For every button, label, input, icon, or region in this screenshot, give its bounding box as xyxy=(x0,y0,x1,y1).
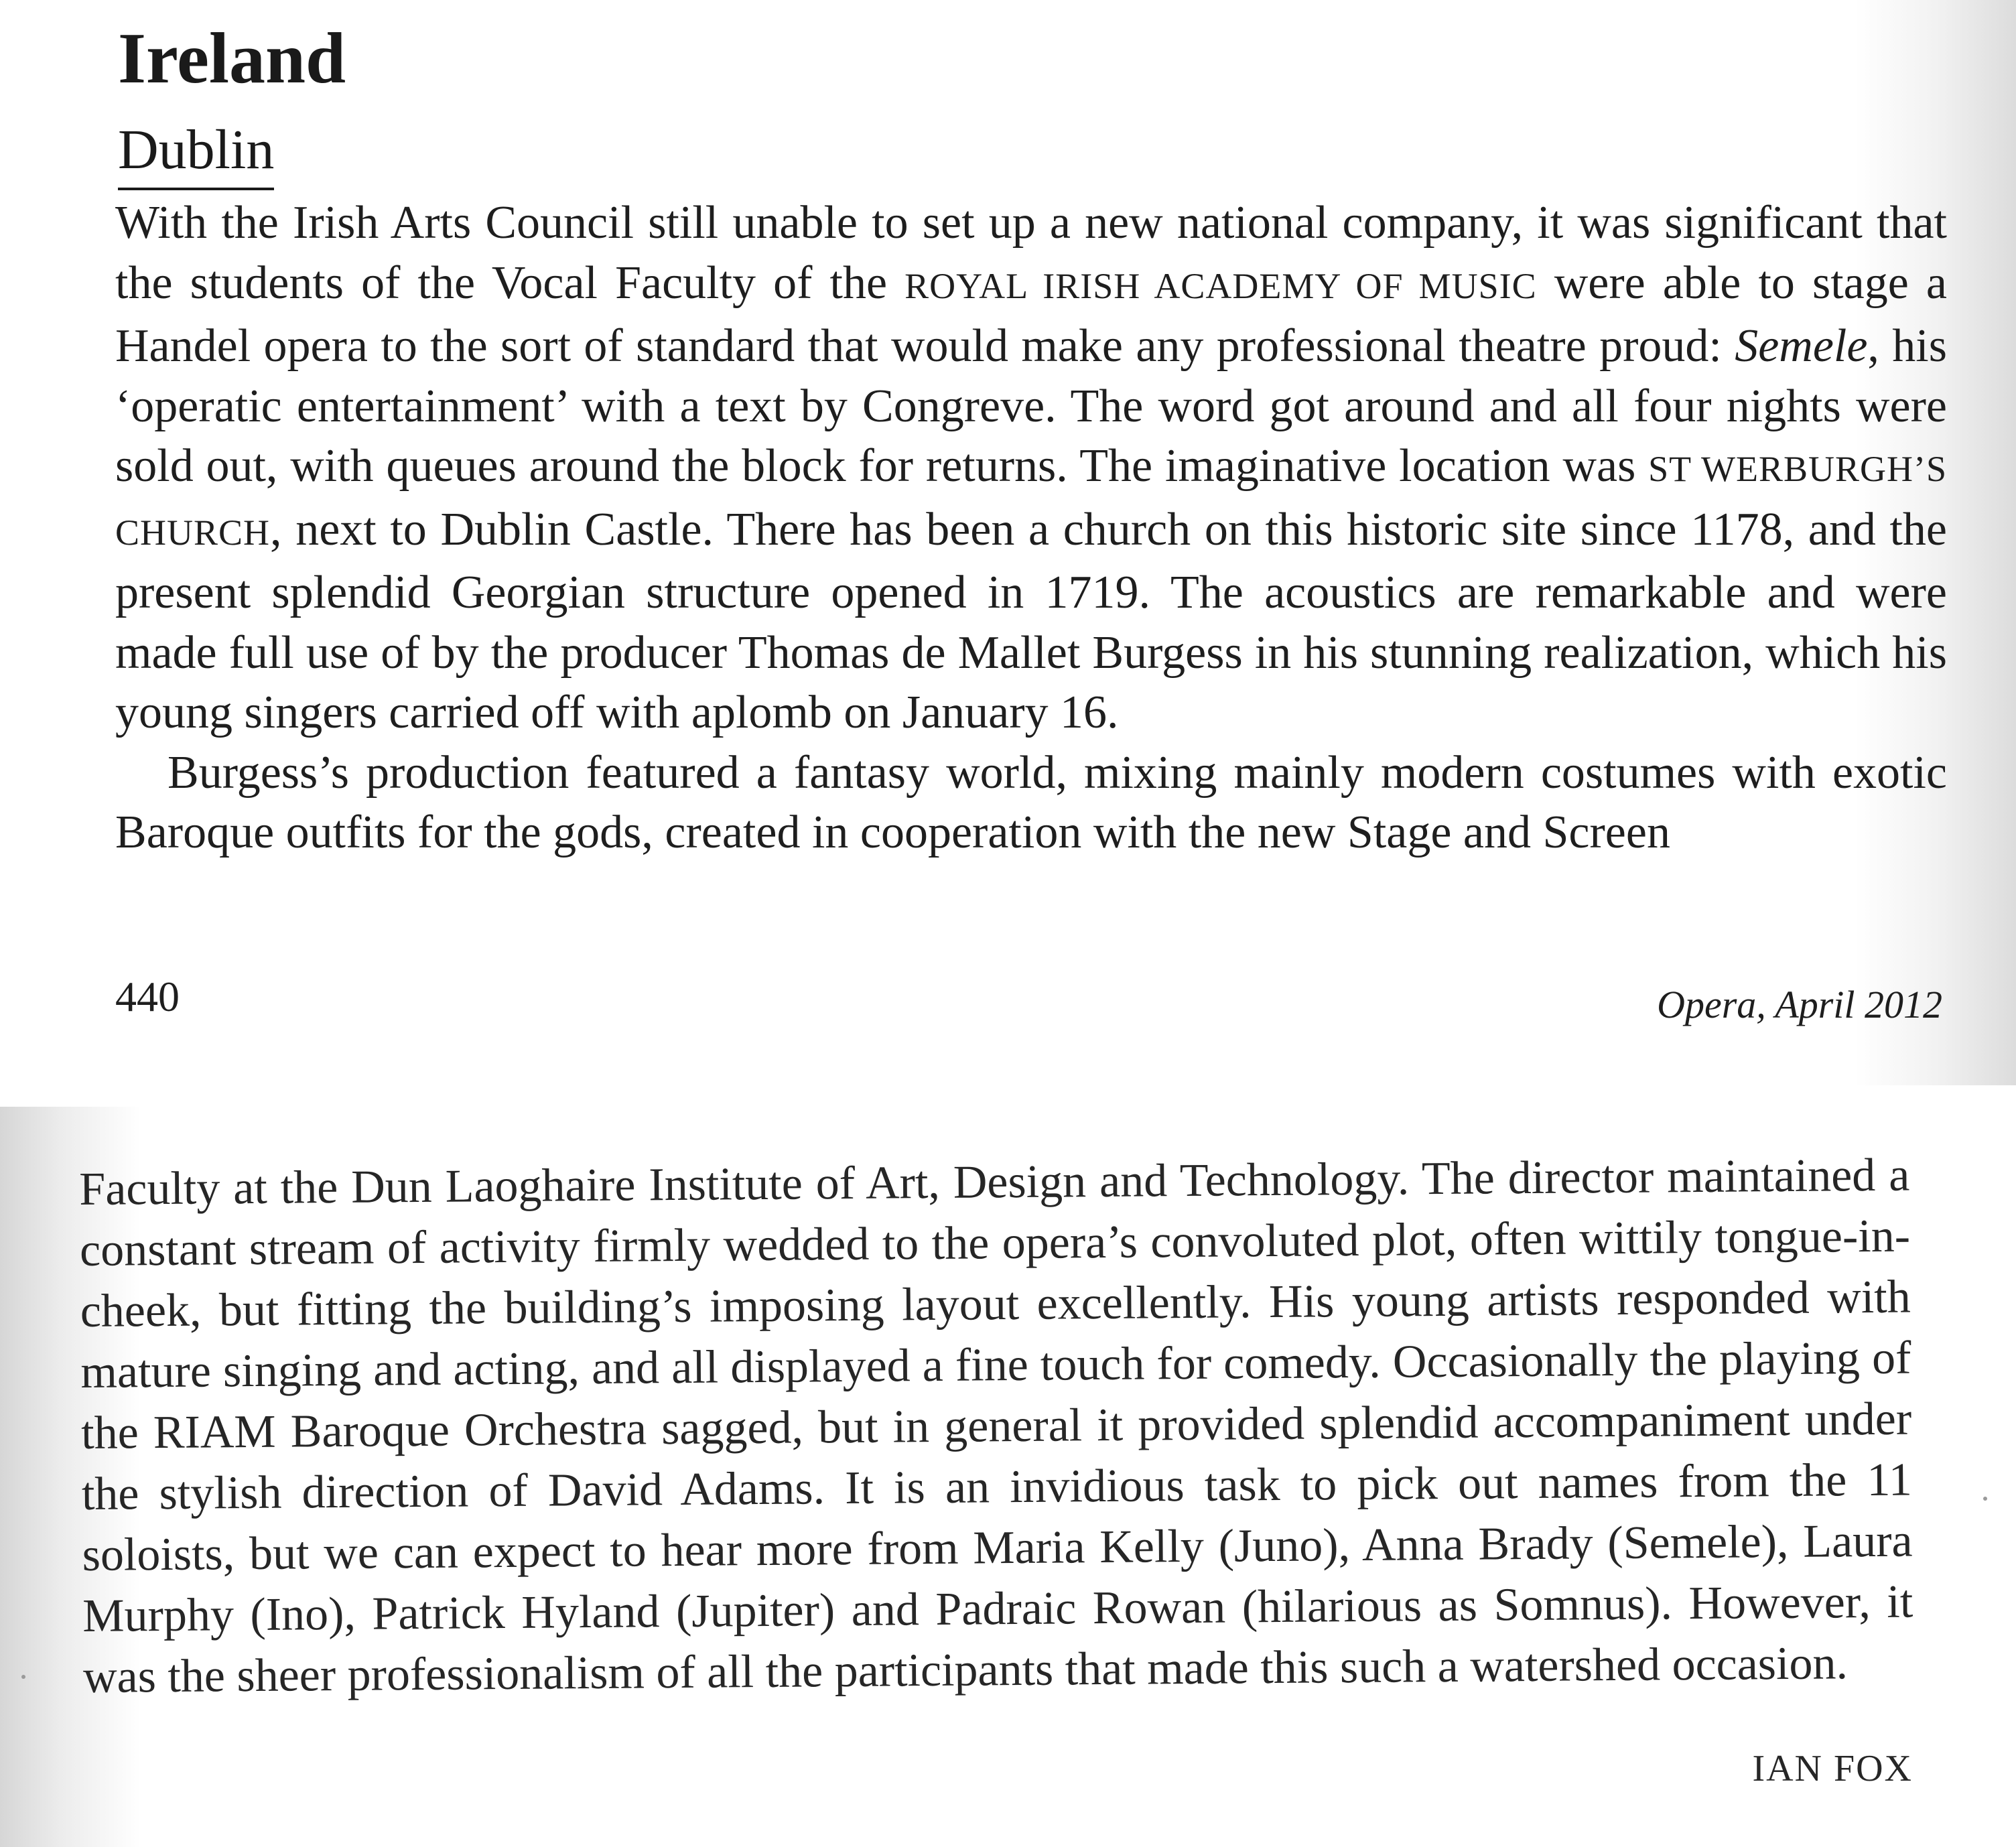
paragraph-1-text-c: , his ‘operatic entertainment’ with a text by Congreve. The word got around and all four nights were sold out, with queues around the block for returns. The imaginative location was xyxy=(115,320,1947,492)
scan-speck xyxy=(1983,1497,1987,1501)
venue-church: ST WERBURGH’S CHURCH xyxy=(115,449,1948,553)
paragraph-1-text-a: With the Irish Arts Council still unable to set up a new national company, it was significant that the students of the Vocal Faculty of the xyxy=(115,197,1947,309)
running-footer: Opera, April 2012 xyxy=(1657,983,1942,1026)
scan-speck xyxy=(21,1675,25,1679)
author-byline: IAN FOX xyxy=(1752,1748,1913,1789)
paragraph-1-text-b: were able to stage a Handel opera to the sort of standard that would make any professional theatre proud: xyxy=(115,257,1947,372)
magazine-page-441 xyxy=(0,1107,2016,1847)
opera-title: Semele xyxy=(1735,320,1868,372)
paragraph-1-text-d: , next to Dublin Castle. There has been a church on this historic site since 1178, and the present splendid Georgian structure opened in 1719. The acoustics are remarkable and were made full use of by the producer Thomas de Mallet Burgess in his stunning realization, which his young singers carried off with aplomb on January 16. xyxy=(115,503,1947,738)
country-heading: Ireland xyxy=(118,19,346,98)
article-body-bottom xyxy=(79,1145,1913,1708)
article-paragraph-2: Burgess’s production featured a fantasy world, mixing mainly modern costumes with exotic Baroque outfits for the gods, created in cooperation with the new Stage and Screen xyxy=(115,746,1947,858)
article-paragraph-1 xyxy=(115,193,1947,743)
venue-academy: ROYAL IRISH ACADEMY OF MUSIC xyxy=(904,265,1537,306)
page-number: 440 xyxy=(115,973,180,1020)
article-body-top xyxy=(115,193,1947,863)
city-heading: Dublin xyxy=(118,118,274,190)
article-paragraph-3: Faculty at the Dun Laoghaire Institute of Art, Design and Technology. The director maintained a constant stream of activity firmly wedded to the opera’s convoluted plot, often wittily tongue-in-cheek, but fitting the building’s imposing layout excellently. His young artists responded with mature singing and acting, and all displayed a fine touch for comedy. Occasionally the playing of the RIAM Baroque Orchestra sagged, but in general it provided splendid accompaniment under the stylish direction of David Adams. It is an invidious task to pick out names from the 11 soloists, but we can expect to hear more from Maria Kelly (Juno), Anna Brady (Semele), Laura Murphy (Ino), Patrick Hyland (Jupiter) and Padraic Rowan (hilarious as Somnus). However, it was the sheer professionalism of all the participants that made this such a watershed occasion. xyxy=(79,1149,1913,1703)
